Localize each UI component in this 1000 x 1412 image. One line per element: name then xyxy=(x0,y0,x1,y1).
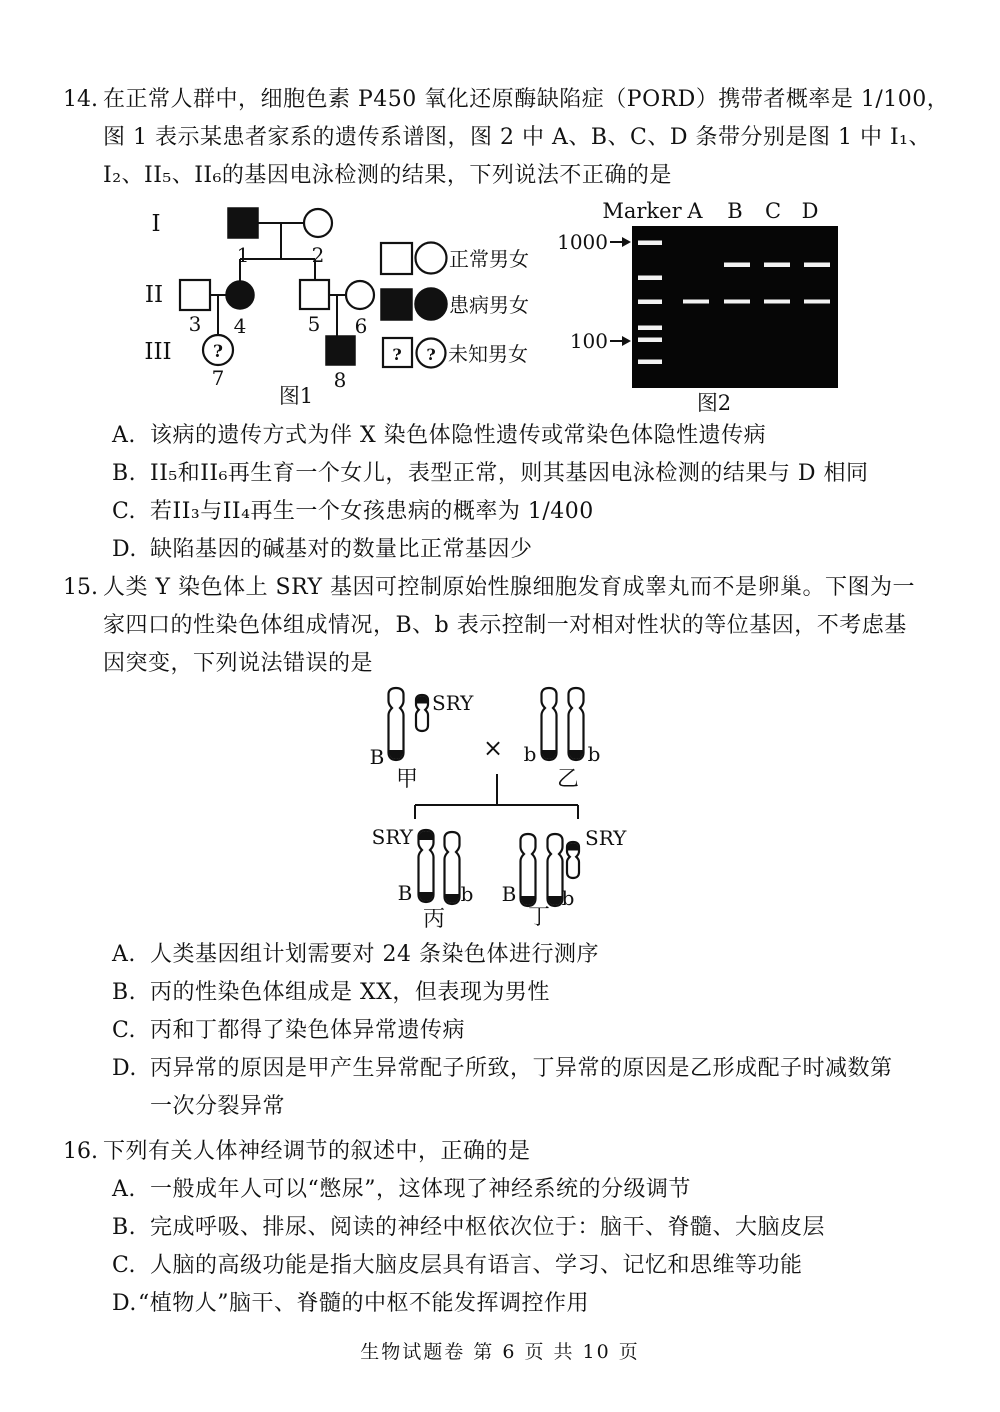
pedigree-iii7-question-mark: ? xyxy=(213,342,223,362)
pedigree-legend xyxy=(381,243,529,368)
pedigree-number-8: 8 xyxy=(333,368,347,392)
q14-option-c-label: C. xyxy=(112,499,137,524)
pedigree-i2-normal-female xyxy=(304,209,332,237)
q15-option-a-text: 人类基因组计划需要对 24 条染色体进行测序 xyxy=(150,942,599,967)
q14-option-a-text: 该病的遗传方式为伴 X 染色体隐性遗传或常染色体隐性遗传病 xyxy=(150,423,767,448)
q16-option-d-text: “植物人”脑干、脊髓的中枢不能发挥调控作用 xyxy=(138,1291,589,1316)
gel-lane-marker-label: Marker xyxy=(602,199,682,223)
mother-x1-chromosome xyxy=(542,688,557,760)
q15-option-b-label: B. xyxy=(112,980,137,1005)
legend-normal-label: 正常男女 xyxy=(449,247,529,271)
child2-x2-chromosome xyxy=(548,834,563,906)
q15-option-c xyxy=(112,1019,465,1043)
q14-option-a-label: A. xyxy=(112,423,136,448)
child1-allele-b-label: b xyxy=(460,882,474,906)
generation-label-2: II xyxy=(144,282,164,308)
pedigree-number-2: 2 xyxy=(311,243,325,267)
child1-x1-chromosome xyxy=(419,830,434,902)
q16-option-b xyxy=(112,1216,825,1240)
q15-option-a-label: A. xyxy=(112,942,136,967)
child2-allele-B-label: B xyxy=(501,882,517,906)
q14-option-b-label: B. xyxy=(112,461,137,486)
pedigree-ii6-normal-female xyxy=(346,281,374,309)
legend-unknown-female-qmark: ? xyxy=(426,345,436,364)
sex-chromosome-figure xyxy=(330,678,690,934)
pedigree-figure xyxy=(128,196,598,414)
mother-name-label: 乙 xyxy=(556,767,580,792)
gel-1000-arrow-icon xyxy=(610,237,631,247)
pedigree-ii4-affected-female xyxy=(226,281,254,309)
q16-option-c-text: 人脑的高级功能是指大脑皮层具有语言、学习、记忆和思维等功能 xyxy=(150,1253,803,1278)
child1-allele-B-label: B xyxy=(397,881,413,905)
pedigree-number-1: 1 xyxy=(236,243,250,267)
q15-option-b xyxy=(112,981,550,1005)
q15-stem-line-1: 人类 Y 染色体上 SRY 基因可控制原始性腺细胞发育成睾丸而不是卵巢。下图为一 xyxy=(103,575,915,600)
q16-stem: 下列有关人体神经调节的叙述中，正确的是 xyxy=(103,1139,531,1164)
child2-x1-chromosome xyxy=(521,834,536,906)
legend-unknown-label: 未知男女 xyxy=(448,342,528,366)
pedigree-iii8-affected-male xyxy=(326,336,355,365)
pedigree-number-5: 5 xyxy=(307,312,321,336)
father-sry-label: SRY xyxy=(432,691,474,715)
father-y-chromosome xyxy=(416,695,428,731)
generation-label-3: III xyxy=(144,339,172,365)
q14-option-d xyxy=(112,538,533,562)
child2-allele-b-label: b xyxy=(561,886,575,910)
q16-option-c-label: C. xyxy=(112,1253,137,1278)
q15-option-d-label: D. xyxy=(112,1056,137,1081)
q15-option-d xyxy=(112,1057,893,1081)
gel-size-100-label: 100 xyxy=(569,329,608,353)
child1-x2-chromosome xyxy=(445,832,460,904)
q16-option-b-text: 完成呼吸、排尿、阅读的神经中枢依次位于：脑干、脊髓、大脑皮层 xyxy=(150,1215,826,1240)
mother-x2-chromosome xyxy=(569,688,584,760)
figure2-caption: 图2 xyxy=(696,391,732,415)
gel-lane-a-label: A xyxy=(687,199,703,223)
child2-name-label: 丁 xyxy=(527,905,551,930)
mother-allele-b1-label: b xyxy=(523,742,537,766)
pedigree-ii5-normal-male xyxy=(300,280,329,309)
gel-lane-d-label: D xyxy=(801,199,819,223)
gel-lane-c-label: C xyxy=(764,199,782,223)
q14-option-b xyxy=(112,462,869,486)
q14-option-c xyxy=(112,500,594,524)
legend-normal-male-symbol xyxy=(381,243,412,274)
q14-stem-line-1: 在正常人群中，细胞色素 P450 氧化还原酶缺陷症（PORD）携带者概率是 1/100， xyxy=(103,87,950,112)
gel-lane-a-bands xyxy=(683,300,709,304)
page-footer: 生物试题卷 第 6 页 共 10 页 xyxy=(360,1341,640,1363)
q14-option-b-text: II₅和II₆再生育一个女儿，表型正常，则其基因电泳检测的结果与 D 相同 xyxy=(150,461,869,486)
q14-option-c-text: 若II₃与II₄再生一个女孩患病的概率为 1/400 xyxy=(150,499,594,524)
child1-name-label: 丙 xyxy=(422,907,446,932)
q16-option-d-label: D. xyxy=(112,1291,137,1316)
descent-lines xyxy=(415,774,578,819)
q16-option-a-label: A. xyxy=(112,1177,136,1202)
pedigree-number-4: 4 xyxy=(233,314,247,338)
legend-normal-female-symbol xyxy=(416,243,447,274)
q16-option-b-label: B. xyxy=(112,1215,137,1240)
pedigree-number-3: 3 xyxy=(188,312,202,336)
q15-option-c-label: C. xyxy=(112,1018,137,1043)
pedigree-i1-affected-male xyxy=(228,208,258,238)
q15-stem-line-3: 因突变，下列说法错误的是 xyxy=(103,651,374,676)
q14-number: 14. xyxy=(63,87,98,112)
cross-symbol: × xyxy=(482,734,504,762)
legend-affected-male-symbol xyxy=(381,289,412,320)
mother-allele-b2-label: b xyxy=(587,742,601,766)
legend-affected-female-symbol xyxy=(415,288,447,320)
pedigree-number-7: 7 xyxy=(211,366,225,390)
q16-option-a xyxy=(112,1178,691,1202)
q15-number: 15. xyxy=(63,575,98,600)
child2-sry-label: SRY xyxy=(585,826,627,850)
q16-option-c xyxy=(112,1254,803,1278)
child2-y-chromosome xyxy=(567,842,579,878)
q15-option-c-text: 丙和丁都得了染色体异常遗传病 xyxy=(150,1018,466,1043)
q15-stem-line-2: 家四口的性染色体组成情况，B、b 表示控制一对相对性状的等位基因，不考虑基 xyxy=(103,613,907,638)
q14-option-d-text: 缺陷基因的碱基对的数量比正常基因少 xyxy=(150,537,533,562)
q15-option-d-line2: 一次分裂异常 xyxy=(150,1094,286,1119)
q15-option-a xyxy=(112,943,599,967)
q15-option-b-text: 丙的性染色体组成是 XX，但表现为男性 xyxy=(150,980,550,1005)
q16-number: 16. xyxy=(63,1139,98,1164)
generation-label-1: I xyxy=(151,211,161,237)
father-allele-b-label: B xyxy=(369,745,385,769)
figure1-caption: 图1 xyxy=(278,384,314,408)
legend-unknown-male-qmark: ? xyxy=(392,345,402,364)
gel-100-arrow-icon xyxy=(610,336,631,346)
q14-stem-line-2: 图 1 表示某患者家系的遗传系谱图，图 2 中 A、B、C、D 条带分别是图 1 中 I₁、 xyxy=(103,125,931,150)
gel-size-1000-label: 1000 xyxy=(557,230,608,254)
q16-option-a-text: 一般成年人可以“憋尿”，这体现了神经系统的分级调节 xyxy=(150,1177,691,1202)
gel-electrophoresis-figure xyxy=(556,198,860,416)
gel-lane-b-label: B xyxy=(727,199,743,223)
q14-option-a xyxy=(112,424,766,448)
legend-affected-label: 患病男女 xyxy=(449,293,529,317)
father-x-chromosome xyxy=(389,688,404,760)
child1-sry-label: SRY xyxy=(371,825,413,849)
q16-option-d xyxy=(112,1292,589,1316)
gel-panel xyxy=(632,226,838,388)
q14-stem-line-3: I₂、II₅、II₆的基因电泳检测的结果，下列说法不正确的是 xyxy=(103,163,672,188)
q14-option-d-label: D. xyxy=(112,537,137,562)
q15-option-d-text: 丙异常的原因是甲产生异常配子所致，丁异常的原因是乙形成配子时减数第 xyxy=(150,1056,893,1081)
father-name-label: 甲 xyxy=(395,767,419,792)
pedigree-ii3-normal-male xyxy=(180,280,210,310)
pedigree-number-6: 6 xyxy=(354,314,368,338)
